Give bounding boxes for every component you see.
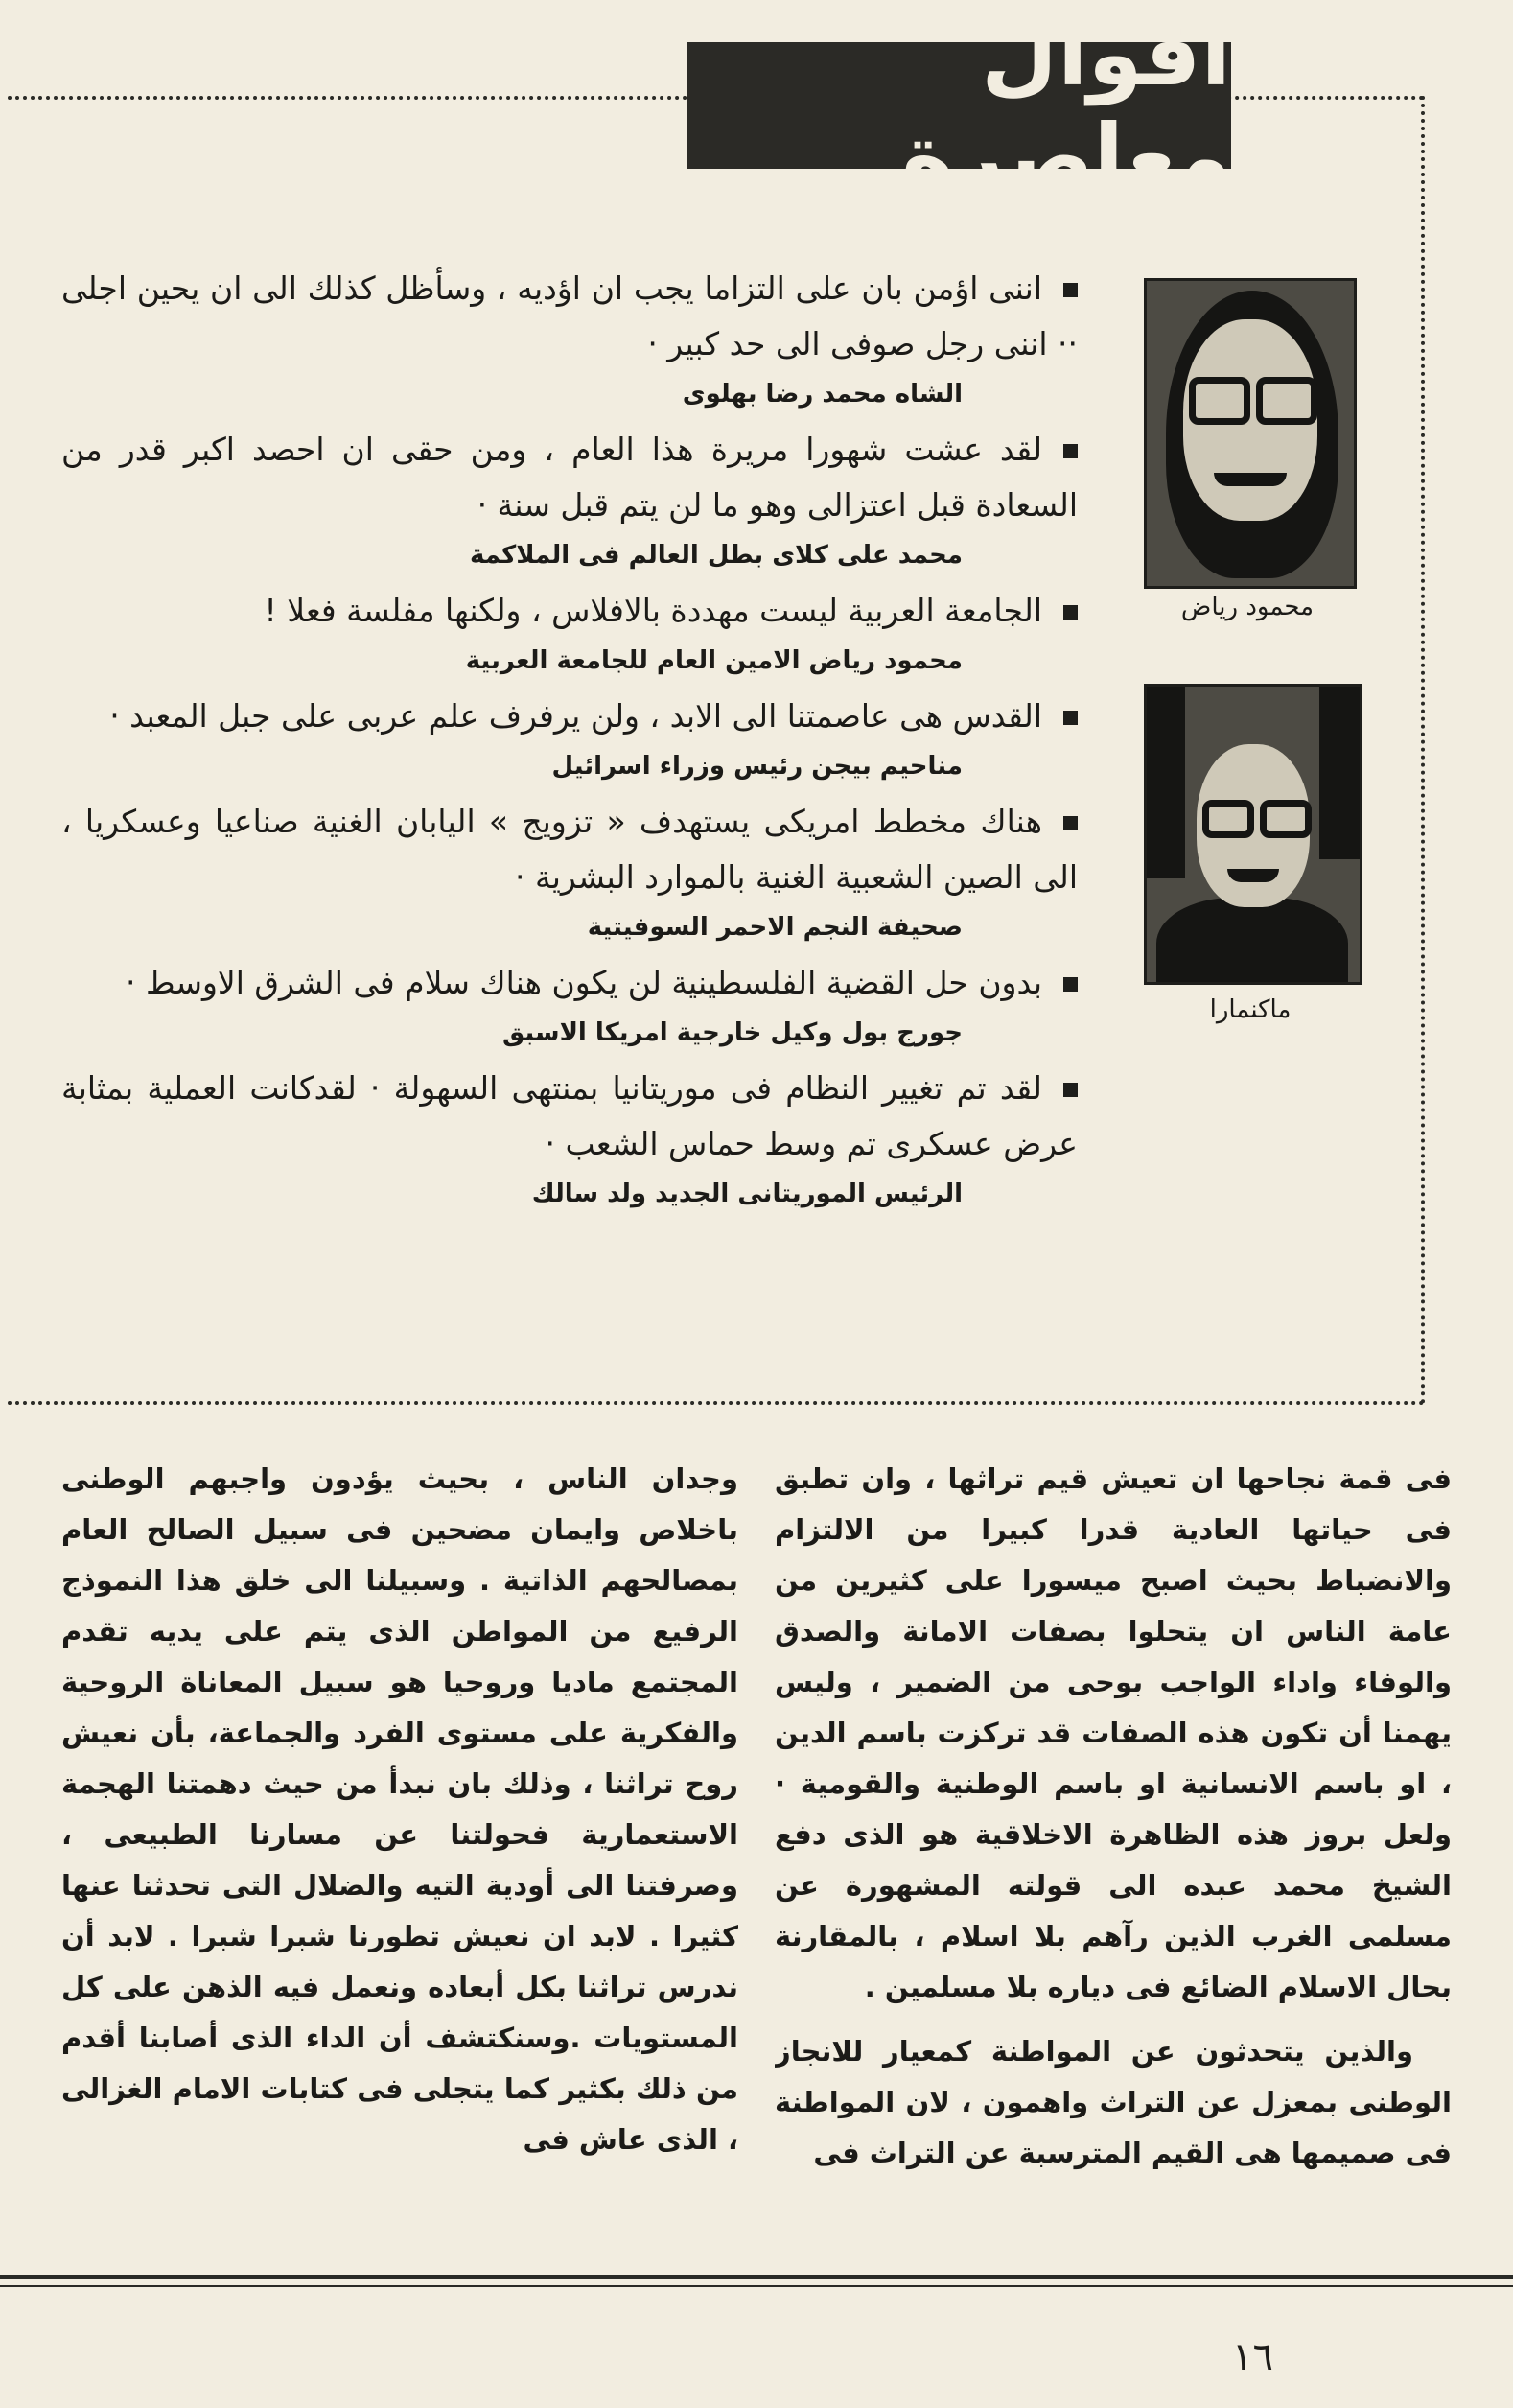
quote-source: محمد على كلاى بطل العالم فى الملاكمة: [469, 541, 963, 570]
quote-source: الشاه محمد رضا بهلوى: [682, 380, 963, 409]
quote-source: محمود رياض الامين العام للجامعة العربية: [465, 646, 963, 675]
portrait-caption-riad: محمود رياض: [1180, 593, 1315, 621]
quote-item: [61, 955, 1078, 1055]
quote-item: [61, 1061, 1078, 1216]
bullet-square-icon: [1063, 711, 1078, 725]
bullet-square-icon: [1063, 977, 1078, 992]
quote-item: [61, 422, 1078, 577]
quote-source: جورج بول وكيل خارجية امريكا الاسبق: [501, 1018, 963, 1047]
quote-text: لقد عشت شهورا مريرة هذا العام ، ومن حقى ان احصد اكبر قدر من السعادة قبل اعتزالى وهو ما لن يتم قبل سنة ·: [61, 431, 1078, 524]
quote-text: القدس هى عاصمتنا الى الابد ، ولن يرفرف علم عربى على جبل المعبد ·: [109, 697, 1042, 735]
quote-item: [61, 583, 1078, 683]
quote-source: صحيفة النجم الاحمر السوفيتية: [587, 913, 963, 942]
footer-rule: [0, 2275, 1513, 2279]
quote-text: لقد تم تغيير النظام فى موريتانيا بمنتهى السهولة · لقدكانت العملية بمثابة عرض عسكرى تم وسط حماس الشعب ·: [61, 1069, 1078, 1162]
quote-text: الجامعة العربية ليست مهددة بالافلاس ، ولكنها مفلسة فعلا !: [264, 592, 1042, 629]
bullet-square-icon: [1063, 816, 1078, 830]
quotes-list: [61, 261, 1078, 1222]
quote-source: الرئيس الموريتانى الجديد ولد سالك: [531, 1180, 963, 1208]
portrait-photo-mcnamara: [1144, 684, 1362, 985]
article-paragraph: والذين يتحدثون عن المواطنة كمعيار للانجاز الوطنى بمعزل عن التراث واهمون ، لان المواطنة فى صميمها هى القيم المترسبة عن التراث فى: [775, 2035, 1452, 2169]
page-number: ١٦: [1232, 2335, 1273, 2379]
section-title-text: أقوال معاصرة: [901, 3, 1231, 208]
article-paragraph: وجدان الناس ، بحيث يؤدون واجبهم الوطنى باخلاص وايمان مضحين فى سبيل الصالح العام بمصالحهم الذاتية . وسبيلنا الى خلق هذا النموذج الرفيع من المواطن الذى يتم على يديه تقدم المجتمع ماديا وروحيا هو سبيل المعاناة الروحية والفكرية على مستوى الفرد والجماعة، بأن نعيش روح تراثنا ، وذلك بان نبدأ من حيث دهمتنا الهجمة الاستعمارية فحولتنا عن مسارنا الطبيعى ، وصرفتنا الى أودية التيه والضلال التى تحدثنا عنها كثيرا . لابد ان نعيش تطورنا شبرا شبرا . لابد أن ندرس تراثنا بكل أبعاده ونعمل فيه الذهن على كل المستويات .وسنكتشف أن الداء الذى أصابنا أقدم من ذلك بكثير كما يتجلى فى كتابات الامام الغزالى ، الذى عاش فى: [61, 1462, 738, 2156]
article-column-right: [775, 1454, 1452, 2269]
portrait-photo-riad: [1144, 278, 1357, 589]
bullet-square-icon: [1063, 605, 1078, 620]
quote-item: [61, 689, 1078, 788]
portrait-caption-mcnamara: ماكنمارا: [1209, 995, 1292, 1024]
bullet-square-icon: [1063, 283, 1078, 297]
quote-source: مناحيم بيجن رئيس وزراء اسرائيل: [551, 752, 963, 781]
quote-item: [61, 794, 1078, 949]
article-column-left: [61, 1454, 738, 2269]
quote-item: [61, 261, 1078, 416]
bullet-square-icon: [1063, 1083, 1078, 1097]
bullet-square-icon: [1063, 444, 1078, 458]
quote-text: بدون حل القضية الفلسطينية لن يكون هناك سلام فى الشرق الاوسط ·: [126, 964, 1042, 1001]
section-title: [687, 3, 1231, 208]
quote-text: اننى اؤمن بان على التزاما يجب ان اؤديه ، وسأظل كذلك الى ان يحين اجلى ·· اننى رجل صوفى الى حد كبير ·: [61, 269, 1078, 362]
article-paragraph: فى قمة نجاحها ان تعيش قيم تراثها ، وان تطبق فى حياتها العادية قدرا كبيرا من الالتزام والانضباط بحيث اصبح ميسورا على كثيرين من عامة الناس ان يتحلوا بصفات الامانة والصدق والوفاء واداء الواجب بوحى من الضمير ، وليس يهمنا أن تكون هذه الصفات قد تركزت باسم الدين ، او باسم الانسانية او باسم الوطنية والقومية · ولعل بروز هذه الظاهرة الاخلاقية هو الذى دفع الشيخ محمد عبده الى قولته المشهورة عن مسلمى الغرب الذين رآهم بلا اسلام ، بالمقارنة بحال الاسلام الضائع فى دياره بلا مسلمين .: [775, 1462, 1452, 2003]
footer-rule-thin: [0, 2285, 1513, 2287]
quote-text: هناك مخطط امريكى يستهدف « تزويج » اليابان الغنية صناعيا وعسكريا ، الى الصين الشعبية الغنية بالموارد البشرية ·: [61, 803, 1078, 896]
